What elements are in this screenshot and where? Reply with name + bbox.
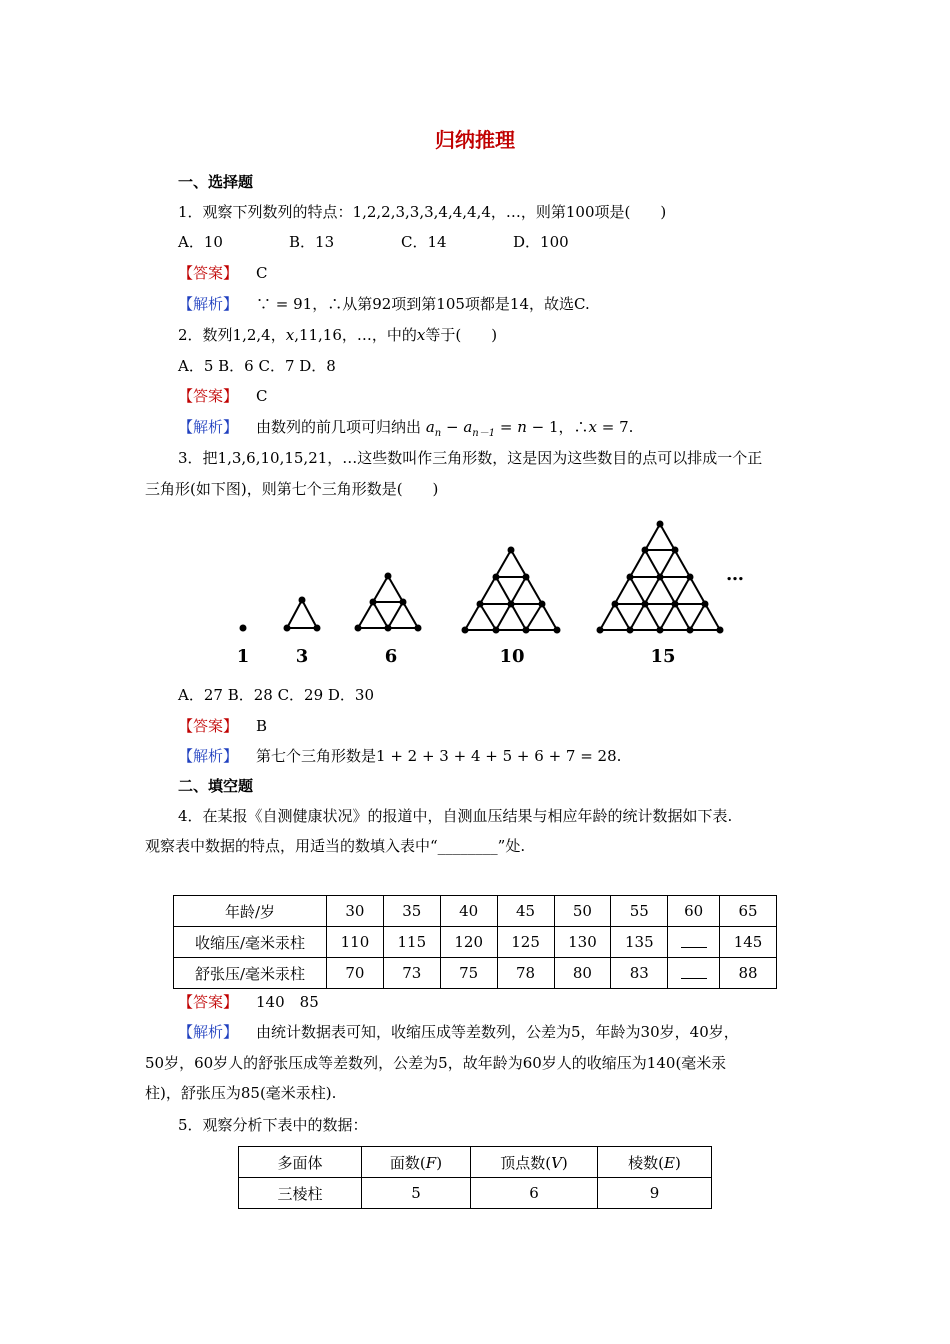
table-cell: 30: [327, 896, 384, 927]
blank-cell: [668, 927, 720, 958]
answer-value: C: [256, 264, 268, 282]
subscript: n: [434, 428, 442, 439]
q1-option-c: C．14: [401, 233, 447, 251]
q1-option-d: D．100: [513, 233, 569, 251]
figure-label: 3: [295, 646, 309, 667]
q1-option-a: A．10: [178, 233, 223, 251]
table-cell: 45: [497, 896, 554, 927]
answer-value: C: [256, 387, 268, 405]
table-cell: 60: [668, 896, 720, 927]
polyhedron-table: [238, 1146, 712, 1209]
subscript: n－1: [472, 428, 496, 439]
table-cell: 50: [554, 896, 611, 927]
table-cell: 舒张压/毫米汞柱: [174, 958, 327, 989]
q1-option-b: B．13: [289, 233, 335, 251]
var-a: a: [463, 418, 473, 436]
table-cell: 145: [720, 927, 777, 958]
var-x: x: [416, 326, 426, 344]
var-f: F: [425, 1153, 437, 1172]
var-n: n: [517, 418, 527, 436]
q1-answer: [178, 263, 268, 283]
table-cell: 65: [720, 896, 777, 927]
header-text: 面数(: [389, 1153, 426, 1172]
q2-stem: [178, 325, 497, 345]
header-text: ): [436, 1153, 443, 1172]
answer-tag: 【答案】: [178, 717, 239, 735]
analysis-text: 第七个三角形数是1 + 2 + 3 + 4 + 5 + 6 + 7 = 28.: [256, 747, 622, 765]
table-row: [174, 896, 777, 927]
q4-analysis-line1: [178, 1022, 739, 1042]
q2-answer: [178, 386, 268, 406]
analysis-text: − 1，∴: [526, 418, 589, 436]
figure-label: 1: [236, 646, 250, 667]
table-cell: 75: [440, 958, 497, 989]
table-header: [362, 1147, 471, 1178]
var-x: x: [588, 418, 597, 436]
section-heading-fill: 二、填空题: [178, 777, 254, 795]
q4-answer: [178, 992, 319, 1012]
q2-analysis: [178, 417, 633, 444]
table-cell: 80: [554, 958, 611, 989]
blank-cell: [668, 958, 720, 989]
q3-analysis: [178, 746, 621, 766]
q2-stem-text: ,11,16，…，中的: [294, 326, 417, 344]
table-cell: 三棱柱: [239, 1178, 362, 1209]
q1-analysis: [178, 294, 590, 314]
q5-stem: 5．观察分析下表中的数据：: [178, 1116, 368, 1134]
table-cell: 6: [471, 1178, 598, 1209]
table-row: [239, 1178, 712, 1209]
triangular-numbers-figure: [220, 510, 760, 670]
q4-stem-line2: 观察表中数据的特点，用适当的数填入表中“________”处.: [145, 837, 526, 855]
answer-value: 140 85: [256, 993, 319, 1011]
table-cell: 120: [440, 927, 497, 958]
q4-analysis-line2: 50岁，60岁人的舒张压成等差数列，公差为5，故年龄为60岁人的收缩压为140(毫米汞: [145, 1054, 727, 1072]
answer-tag: 【答案】: [178, 387, 239, 405]
q4-analysis-line3: 柱)，舒张压为85(毫米汞柱).: [145, 1084, 337, 1102]
table-row: [174, 927, 777, 958]
var-v: V: [551, 1153, 562, 1172]
table-cell: 110: [327, 927, 384, 958]
header-text: ): [561, 1153, 568, 1172]
section-heading-choice: 一、选择题: [178, 173, 254, 191]
table-cell: 5: [362, 1178, 471, 1209]
figure-ellipsis: …: [726, 564, 744, 585]
analysis-text: 由数列的前几项可归纳出: [256, 418, 422, 436]
answer-tag: 【答案】: [178, 993, 239, 1011]
table-cell: 55: [611, 896, 668, 927]
analysis-text: 由统计数据表可知，收缩压成等差数列，公差为5，年龄为30岁，40岁，: [256, 1023, 739, 1041]
q3-stem-line2: 三角形(如下图)，则第七个三角形数是( ): [145, 480, 439, 498]
table-cell: 年龄/岁: [174, 896, 327, 927]
header-text: 顶点数(: [500, 1153, 552, 1172]
op: −: [441, 418, 464, 436]
table-cell: 35: [383, 896, 440, 927]
q1-stem: 1．观察下列数列的特点：1,2,2,3,3,3,4,4,4,4，…，则第100项是( ): [178, 203, 667, 221]
table-cell: 115: [383, 927, 440, 958]
analysis-text: ∵ = 91，∴从第92项到第105项都是14，故选C.: [256, 295, 590, 313]
table-header: [598, 1147, 712, 1178]
analysis-tag: 【解析】: [178, 1023, 239, 1041]
table-cell: 130: [554, 927, 611, 958]
table-header: [471, 1147, 598, 1178]
figure-label: 15: [650, 646, 676, 667]
table-cell: 83: [611, 958, 668, 989]
fill-blank: [681, 933, 707, 948]
q4-stem-line1: 4．在某报《自测健康状况》的报道中，自测血压结果与相应年龄的统计数据如下表.: [178, 807, 733, 825]
table-cell: 78: [497, 958, 554, 989]
table-row: [239, 1147, 712, 1178]
var-x: x: [285, 326, 295, 344]
header-text: 棱数(: [628, 1153, 665, 1172]
table-cell: 9: [598, 1178, 712, 1209]
answer-value: B: [256, 717, 268, 735]
q3-options: A．27 B．28 C．29 D．30: [178, 686, 375, 704]
table-cell: 125: [497, 927, 554, 958]
table-cell: 收缩压/毫米汞柱: [174, 927, 327, 958]
answer-tag: 【答案】: [178, 264, 239, 282]
table-cell: 135: [611, 927, 668, 958]
figure-label: 6: [384, 646, 398, 667]
var-e: E: [664, 1153, 675, 1172]
table-row: [174, 958, 777, 989]
fill-blank: [681, 964, 707, 979]
figure-label: 10: [499, 646, 525, 667]
analysis-tag: 【解析】: [178, 418, 239, 436]
op: =: [495, 418, 518, 436]
table-header: 多面体: [239, 1147, 362, 1178]
header-text: ): [674, 1153, 681, 1172]
table-cell: 88: [720, 958, 777, 989]
q3-answer: [178, 716, 267, 736]
analysis-text: = 7.: [597, 418, 634, 436]
table-cell: 70: [327, 958, 384, 989]
q2-stem-text: 等于( ): [425, 326, 498, 344]
q2-options: A．5 B．6 C．7 D．8: [178, 357, 336, 375]
analysis-tag: 【解析】: [178, 295, 239, 313]
table-cell: 73: [383, 958, 440, 989]
analysis-tag: 【解析】: [178, 747, 239, 765]
blood-pressure-table: [173, 895, 777, 989]
var-a: a: [425, 418, 435, 436]
q3-stem-line1: 3．把1,3,6,10,15,21，…这些数叫作三角形数，这是因为这些数目的点可以排成一个正: [178, 449, 763, 467]
page-title: 归纳推理: [435, 128, 515, 152]
q2-stem-text: 2．数列1,2,4，: [178, 326, 286, 344]
table-cell: 40: [440, 896, 497, 927]
